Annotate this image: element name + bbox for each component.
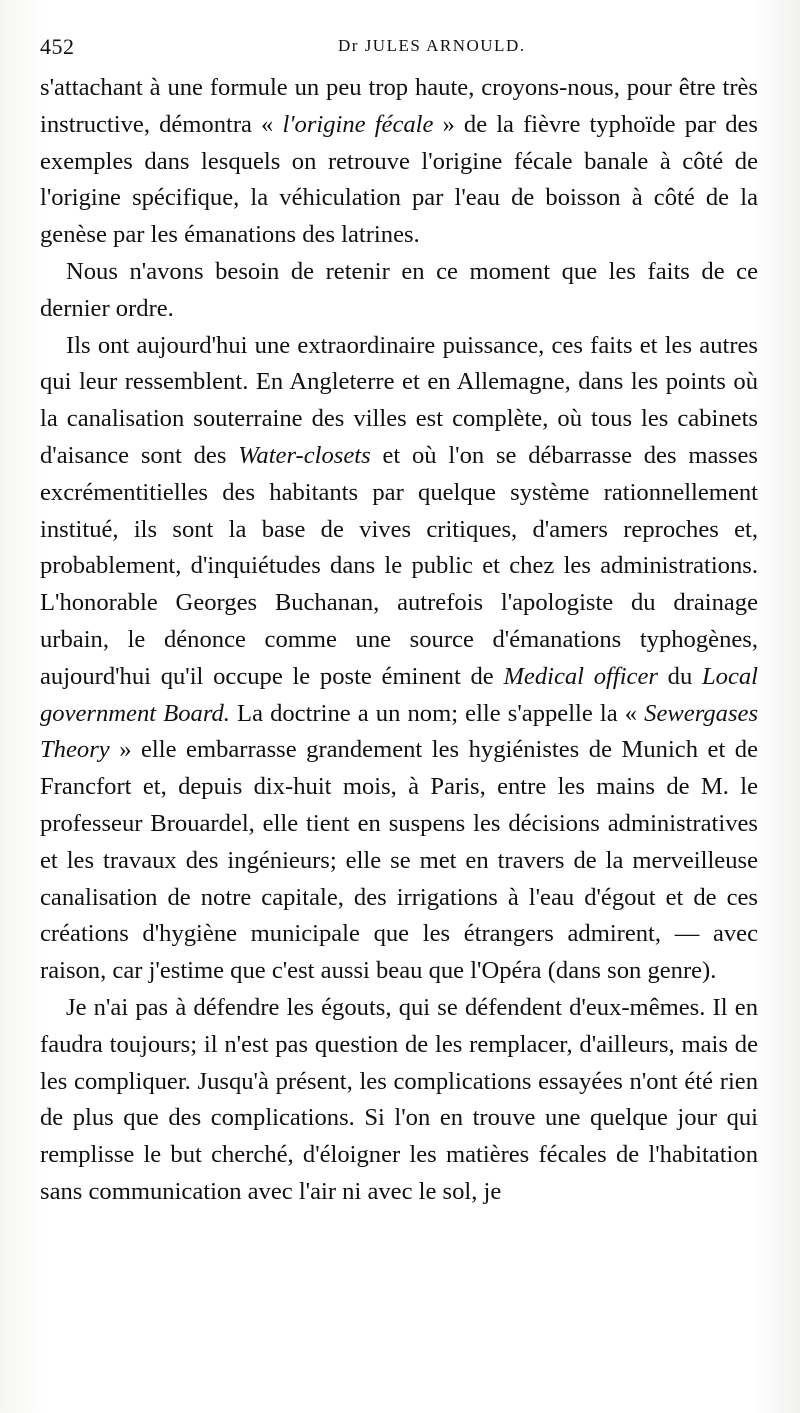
paragraph (40, 990, 758, 1211)
italic-text: l'origine fécale (282, 110, 434, 138)
paragraph (40, 70, 758, 254)
paragraph (40, 328, 758, 990)
italic-text: Medical officer (503, 662, 658, 690)
body-text (40, 70, 758, 1211)
paragraph (40, 254, 758, 328)
italic-text: Sewergases Theory (40, 699, 759, 764)
text-run: du (657, 662, 702, 690)
text-run: » elle embarrasse grandement les hygiénistes de Munich et de Francfort et, depuis dix-huit mois, à Paris, entre les mains de M. le professeur Brouardel, elle tient en suspens les décisions administratives et les travaux des ingénieurs; elle se met en travers de la merveilleuse canalisation de notre capitale, des irrigations à l'eau d'égout et de ces créations d'hygiène municipale que les étrangers admirent, — avec raison, car j'estime que c'est aussi beau que l'Opéra (dans son genre). (40, 736, 758, 985)
text-run: Nous n'avons besoin de retenir en ce moment que les faits de ce dernier ordre. (40, 257, 758, 322)
running-head: Dr JULES ARNOULD. (338, 36, 526, 55)
italic-text: Water-closets (238, 441, 371, 469)
text-run: et où l'on se débarrasse des masses excrémentitielles des habitants par quelque système rationnellement institué, ils sont la base de vives critiques, d'amers reproches et, probablement, d'inquiétudes dans le public et chez les administrations. L'honorable Georges Buchanan, autrefois l'apologiste du drainage urbain, le dénonce comme une source d'émanations typhogènes, aujourd'hui qu'il occupe le poste éminent de (40, 441, 758, 690)
text-run: Ils ont aujourd'hui une extraordinaire puissance, ces faits et les autres qui leur ressemblent. En Angleterre et en Allemagne, dans les points où la canalisation souterraine des villes est complète, où tous les cabinets d'aisance sont des (40, 331, 758, 469)
text-run: s'attachant à une formule un peu trop haute, croyons-nous, pour être très instructive, démontra « (40, 74, 758, 138)
text-run: » de la fièvre typhoïde par des exemples dans lesquels on retrouve l'origine fécale banale à côté de l'origine spécifique, la véhiculation par l'eau de boisson à côté de la genèse par les émanations des latrines. (40, 110, 758, 249)
text-run: Je n'ai pas à défendre les égouts, qui se défendent d'eux-mêmes. Il en faudra toujours; il n'est pas question de les remplacer, d'ailleurs, mais de les compliquer. Jusqu'à présent, les complications essayées n'ont été rien de plus que des complications. Si l'on en trouve une quelque jour qui remplisse le but cherché, d'éloigner les matières fécales de l'habitation sans communication avec l'air ni avec le sol, je (40, 993, 758, 1205)
italic-text: Local government Board. (40, 662, 758, 727)
page-number: 452 (40, 34, 75, 59)
page-header (40, 34, 760, 64)
text-run: La doctrine a un nom; elle s'appelle la « (229, 699, 645, 727)
